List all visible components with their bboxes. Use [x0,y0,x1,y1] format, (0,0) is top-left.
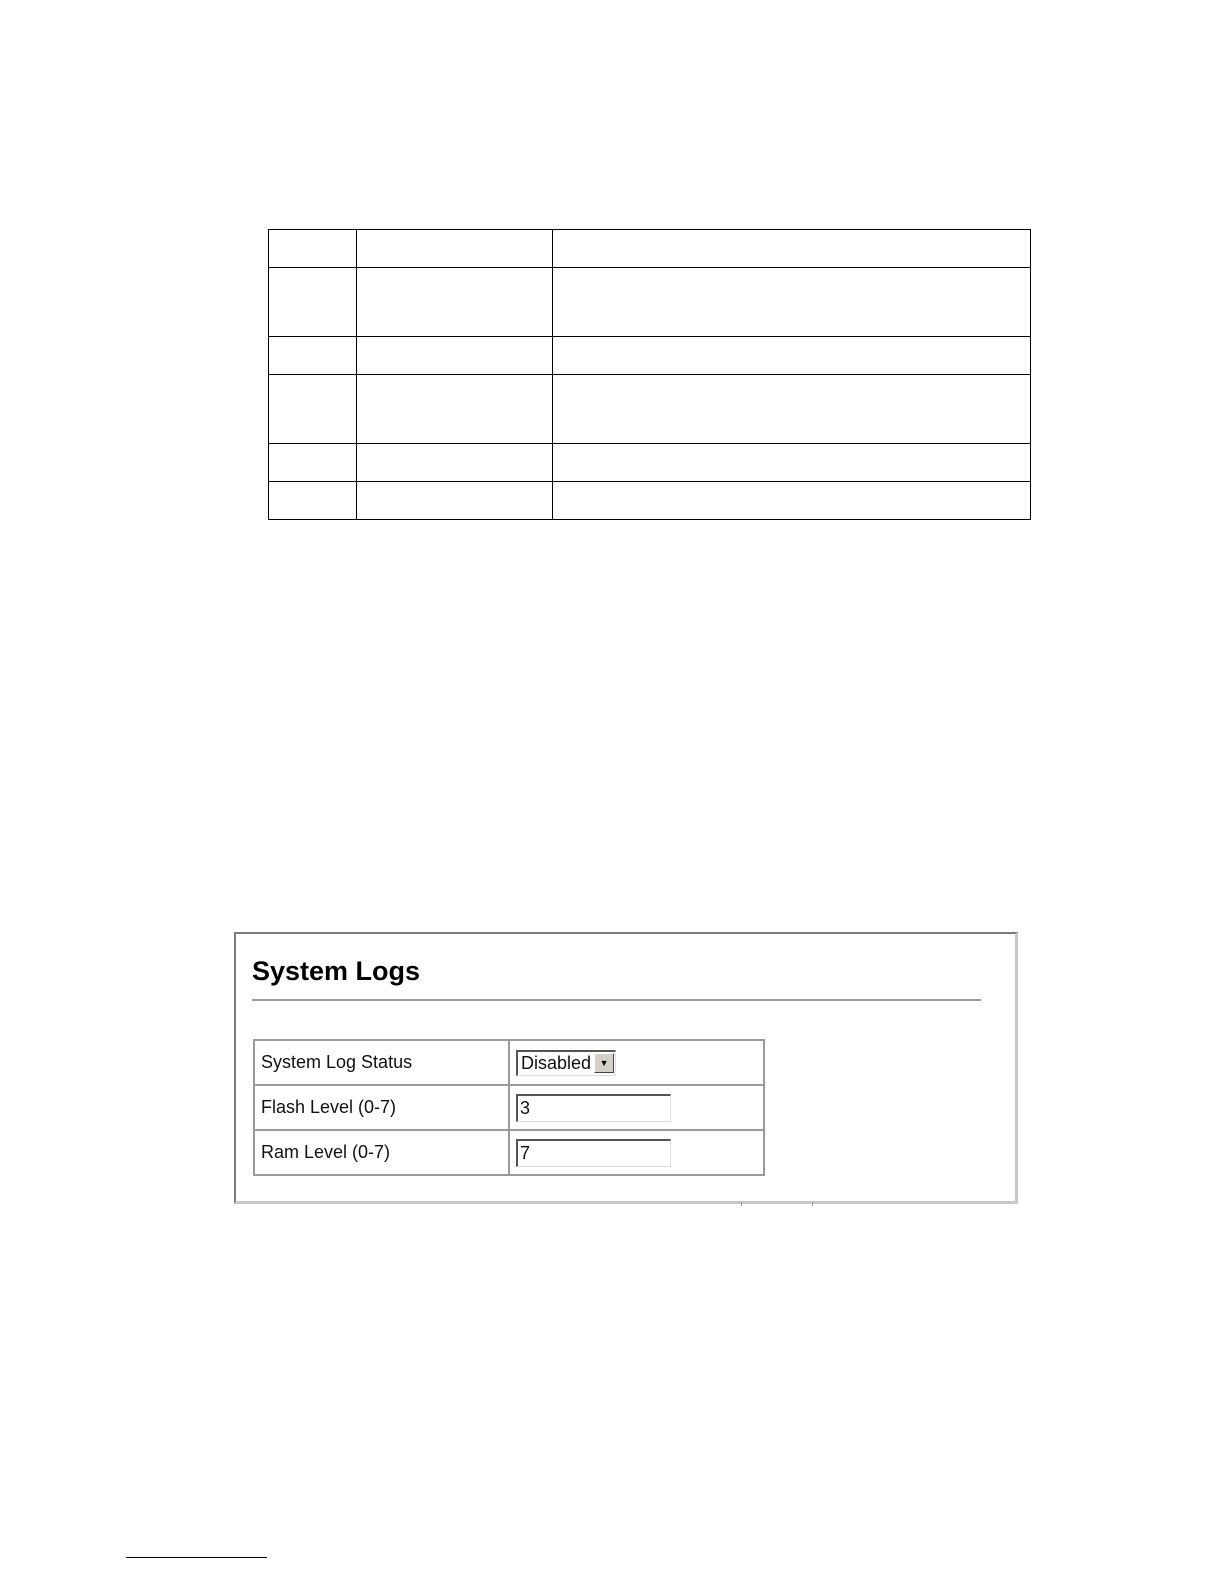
form-row-ram-level [255,1129,763,1174]
panel-bottom-marks [741,1202,813,1206]
chevron-down-icon[interactable]: ▼ [594,1053,614,1073]
table-cell [269,444,357,482]
table-cell [269,375,357,444]
table-row [269,337,1031,375]
system-logs-form [253,1039,765,1176]
footnote-rule [126,1557,267,1558]
table-cell [357,337,553,375]
page-title: System Logs [252,956,421,986]
system-log-status-cell [510,1041,763,1084]
empty-ruled-table [268,229,1031,520]
table-row [269,230,1031,268]
table-cell [553,375,1031,444]
table-row [269,375,1031,444]
title-divider [252,999,981,1001]
table-cell [357,268,553,337]
ram-level-label: Ram Level (0-7) [255,1129,510,1174]
table-cell [553,444,1031,482]
table-cell [357,482,553,520]
flash-level-label: Flash Level (0-7) [255,1084,510,1129]
system-log-status-label: System Log Status [255,1041,510,1084]
table-row [269,482,1031,520]
table-cell [357,230,553,268]
system-log-status-select[interactable] [516,1050,616,1076]
table-cell [553,337,1031,375]
table-cell [269,230,357,268]
form-row-flash-level [255,1084,763,1129]
table-row [269,444,1031,482]
table-cell [269,337,357,375]
system-log-status-value: Disabled [521,1052,592,1073]
table-cell [553,230,1031,268]
ram-level-input[interactable] [516,1139,671,1167]
table-cell [269,268,357,337]
form-row-system-log-status [255,1041,763,1084]
ram-level-cell [510,1129,763,1174]
table-cell [553,268,1031,337]
flash-level-cell [510,1084,763,1129]
system-logs-panel [234,932,1018,1204]
table-cell [269,482,357,520]
flash-level-input[interactable] [516,1094,671,1122]
table-cell [357,444,553,482]
table-cell [357,375,553,444]
table-cell [553,482,1031,520]
table-row [269,268,1031,337]
